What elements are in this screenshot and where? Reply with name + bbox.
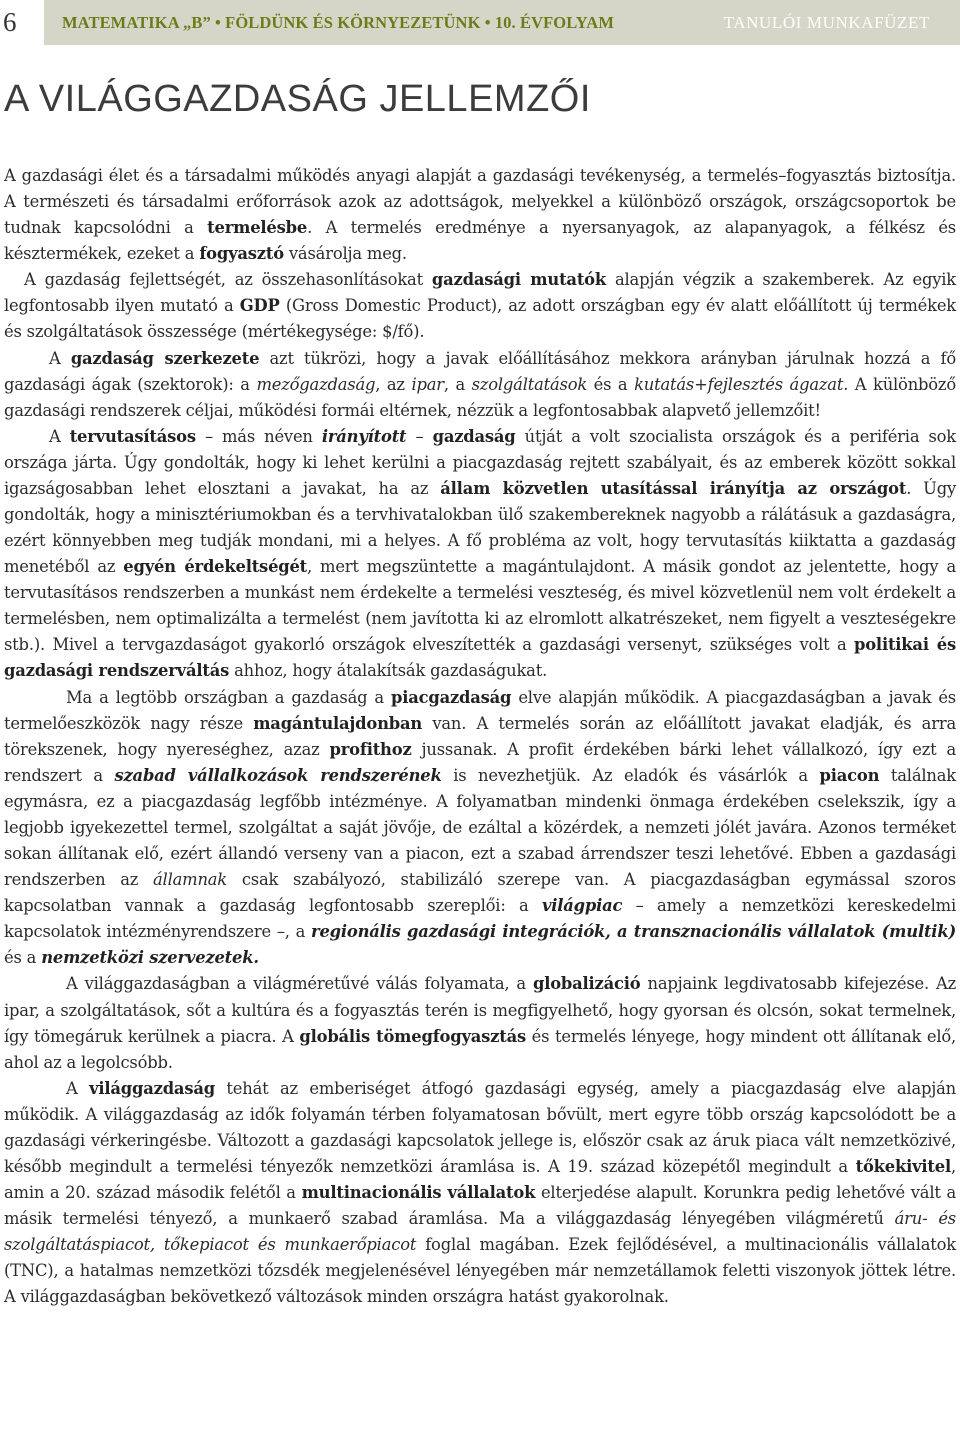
page-number: 6 xyxy=(0,0,47,45)
paragraph-economic-structure: A gazdaság szerkezete azt tükrözi, hogy a javak előállításához mekkora arányban járulnak hozzá a fő gazdasági ágak (szektorok): a mezőgazdaság, az ipar, a szolgáltatások és a kutatás+fejlesztés ágazat. A különböző gazdasági rendszerek céljai, működési formái eltérnek, nézzük a legfontosabbak alapvető jellemzőit! xyxy=(4,348,956,420)
series-title: MATEMATIKA „B” • FÖLDÜNK ÉS KÖRNYEZETÜNK • 10. ÉVFOLYAM xyxy=(62,12,614,32)
paragraph-gdp: A gazdaság fejlettségét, az összehasonlításokat gazdasági mutatók alapján végzik a szakemberek. Az egyik legfontosabb ilyen mutató a GDP (Gross Domestic Product), az adott országban egy év alatt előállított új termékek és szolgáltatások összessége (mértékegysége: $/fő). xyxy=(4,270,956,342)
body-text xyxy=(4,163,956,1310)
chapter-title: A VILÁGGAZDASÁG JELLEMZŐI xyxy=(4,78,591,120)
page-header xyxy=(0,0,960,45)
header-band xyxy=(44,0,960,45)
paragraph-intro: A gazdasági élet és a társadalmi működés anyagi alapját a gazdasági tevékenység, a termelés–fogyasztás biztosítja. A természeti és társadalmi erőforrások azok az adottságok, melyekkel a különböző országok, országcsoportok be tudnak kapcsolódni a termelésbe. A termelés eredménye a nyersanyagok, az alapanyagok, a félkész és késztermékek, ezeket a fogyasztó vásárolja meg. xyxy=(4,166,956,264)
paragraph-world-economy: A világgazdaság tehát az emberiséget átfogó gazdasági egység, amely a piacgazdaság elve alapján működik. A világgazdaság az idők folyamán térben folyamatosan bővült, mert egyre több ország kapcsolódott be a gazdasági vérkeringésbe. Változott a gazdasági kapcsolatok jellege is, először csak az áruk piaca vált nemzetközivé, később megindult a termelési tényezők nemzetközi áramlása is. A 19. század közepétől megindult a tőkekivitel, amin a 20. század második felétől a multinacionális vállalatok elterjedése alapult. Korunkra pedig lehetővé vált a másik termelési tényező, a munkaerő szabad áramlása. Ma a világgazdaság lényegében világméretű áru- és szolgáltatáspiacot, tőkepiacot és munkaerőpiacot foglal magában. Ezek fejlődésével, a multinacionális vállalatok (TNC), a hatalmas nemzetközi tőzsdék megjelenésével lényegében már nemzetállamok feletti viszonyok jöttek létre. A világgazdaságban bekövetkező változások minden országra hatást gyakorolnak. xyxy=(4,1078,956,1307)
paragraph-market-economy: Ma a legtöbb országban a gazdaság a piacgazdaság elve alapján működik. A piacgazdaságban a javak és termelőeszközök nagy része magántulajdonban van. A termelés során az előállított javakat eladják, és arra törekszenek, hogy nyereséghez, azaz profithoz jussanak. A profit érdekében bárki lehet vállalkozó, így ezt a rendszert a szabad vállalkozások rendszerének is nevezhetjük. Az eladók és vásárlók a piacon találnak egymásra, ez a piacgazdaság legfőbb intézménye. A folyamatban mindenki önmaga érdekében cselekszik, így a legjobb igyekezettel termel, szolgáltat a saját jövője, de ezáltal a közérdek, a nemzeti jólét javára. Azonos terméket sokan állítanak elő, ezért állandó verseny van a piacon, ezt a szabad árrendszer teszi lehetővé. Ebben a gazdasági rendszerben az államnak csak szabályozó, stabilizáló szerepe van. A piacgazdaságban egymással szoros kapcsolatban vannak a gazdaság legfontosabb szereplői: a világpiac – amely a nemzetközi kereskedelmi kapcsolatok intézményrendszere –, a regionális gazdasági integrációk, a transznacionális vállalatok (multik) és a nemzetközi szervezetek. xyxy=(4,687,957,968)
paragraph-globalization: A világgazdaságban a világméretűvé válás folyamata, a globalizáció napjaink legdivatosabb kifejezése. Az ipar, a szolgáltatások, sőt a kultúra és a fogyasztás terén is megfigyelhető, hogy gyorsan és olcsón, sokat termelnek, így tömegáruk kerülnek a piacra. A globális tömegfogyasztás és termelés lényege, hogy mindent ott állítanak elő, ahol az a legolcsóbb. xyxy=(4,974,957,1072)
booklet-label: TANULÓI MUNKAFÜZET xyxy=(723,13,930,32)
paragraph-planned-economy: A tervutasításos – más néven irányított – gazdaság útját a volt szocialista országok és a periféria sok országa járta. Úgy gondolták, hogy ki lehet kerülni a piacgazdaság rejtett szabályait, és az emberek között sokkal igazságosabban lehet elosztani a javakat, ha az állam közvetlen utasítással irányítja az országot. Úgy gondolták, hogy a minisztériumokban és a tervhivatalokban ülő szakembereknek nagyobb a rálátásuk a gazdaságra, ezért könnyebben meg tudják mondani, mi a helyes. A fő probléma az volt, hogy tervutasítás kiiktatta a gazdaság menetéből az egyén érdekeltségét, mert megszüntette a magántulajdont. A másik gondot az jelentette, hogy a tervutasításos rendszerben a munkást nem érdekelte a termelési veszteség, és mivel közvetlenül nem volt érdekelt a termelésben, nem optimalizálta a termelést (nem javította ki az elromlott alkatrészeket, nem figyelt a veszteségekre stb.). Mivel a tervgazdaságot gyakorló országok elveszítették a gazdasági versenyt, szükséges volt a politikai és gazdasági rendszerváltás ahhoz, hogy átalakítsák gazdaságukat. xyxy=(4,426,956,681)
